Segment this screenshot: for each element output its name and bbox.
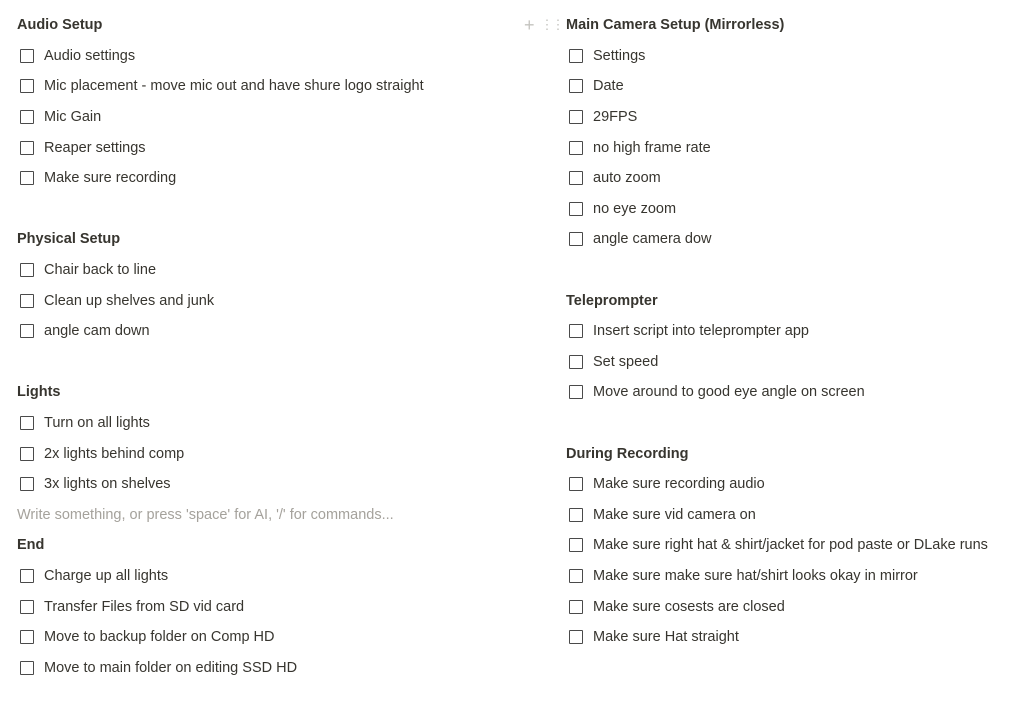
todo-label: Mic Gain [44, 109, 102, 126]
checkbox-unchecked[interactable] [569, 569, 583, 583]
checkbox-unchecked[interactable] [20, 49, 34, 63]
checkbox-unchecked[interactable] [569, 171, 583, 185]
todo-item[interactable] [566, 469, 1024, 500]
todo-label: 2x lights behind comp [44, 445, 185, 462]
checkbox-unchecked[interactable] [569, 232, 583, 246]
todo-label: auto zoom [593, 170, 661, 187]
todo-label: Make sure recording audio [593, 476, 765, 493]
checkbox-unchecked[interactable] [569, 385, 583, 399]
todo-item[interactable] [17, 469, 487, 500]
todo-label: angle camera dow [593, 231, 712, 248]
todo-item[interactable] [17, 438, 487, 469]
todo-label: Date [593, 78, 624, 95]
section-heading[interactable] [17, 10, 487, 41]
todo-item[interactable] [566, 347, 1024, 378]
todo-item[interactable] [17, 163, 487, 194]
todo-item[interactable] [17, 316, 487, 347]
todo-label: Make sure Hat straight [593, 629, 739, 646]
checkbox-unchecked[interactable] [569, 600, 583, 614]
todo-item[interactable] [17, 591, 487, 622]
todo-item[interactable] [566, 132, 1024, 163]
todo-label: Make sure cosests are closed [593, 598, 785, 615]
checkbox-unchecked[interactable] [20, 477, 34, 491]
todo-item[interactable] [566, 194, 1024, 225]
block-handles [524, 16, 563, 34]
checkbox-unchecked[interactable] [20, 110, 34, 124]
todo-item[interactable] [566, 316, 1024, 347]
todo-item[interactable] [17, 41, 487, 72]
checkbox-unchecked[interactable] [569, 538, 583, 552]
checkbox-unchecked[interactable] [20, 263, 34, 277]
drag-handle-icon[interactable]: ⋮⋮ [540, 17, 563, 32]
checkbox-unchecked[interactable] [20, 324, 34, 338]
checkbox-unchecked[interactable] [20, 294, 34, 308]
todo-label: Make sure recording [44, 170, 177, 187]
checkbox-unchecked[interactable] [569, 79, 583, 93]
todo-item[interactable] [566, 622, 1024, 653]
spacer [17, 347, 487, 378]
section-heading[interactable] [17, 530, 487, 561]
spacer [566, 408, 1024, 439]
checkbox-unchecked[interactable] [20, 416, 34, 430]
checkbox-unchecked[interactable] [20, 141, 34, 155]
todo-label: Move to backup folder on Comp HD [44, 629, 275, 646]
checkbox-unchecked[interactable] [20, 600, 34, 614]
todo-label: Make sure make sure hat/shirt looks okay in mirror [593, 567, 918, 584]
todo-label: Insert script into teleprompter app [593, 323, 809, 340]
todo-item[interactable] [566, 530, 1024, 561]
checkbox-unchecked[interactable] [569, 202, 583, 216]
todo-label: Clean up shelves and junk [44, 292, 215, 309]
checkbox-unchecked[interactable] [20, 171, 34, 185]
todo-label: Mic placement - move mic out and have shure logo straight [44, 78, 424, 95]
todo-item[interactable] [566, 224, 1024, 255]
section-title: Main Camera Setup (Mirrorless) [566, 17, 785, 34]
section-heading[interactable] [17, 224, 487, 255]
todo-label: Set speed [593, 353, 659, 370]
todo-label: no eye zoom [593, 200, 677, 217]
todo-item[interactable] [566, 561, 1024, 592]
checkbox-unchecked[interactable] [569, 141, 583, 155]
todo-label: Audio settings [44, 47, 136, 64]
checkbox-unchecked[interactable] [569, 630, 583, 644]
todo-item[interactable] [566, 500, 1024, 531]
todo-item[interactable] [17, 652, 487, 683]
todo-item[interactable] [566, 591, 1024, 622]
spacer [566, 255, 1024, 286]
todo-item[interactable] [17, 285, 487, 316]
section-heading[interactable] [524, 10, 1024, 41]
checkbox-unchecked[interactable] [569, 324, 583, 338]
checkbox-unchecked[interactable] [20, 661, 34, 675]
section-title: Lights [17, 384, 61, 401]
todo-item[interactable] [17, 71, 487, 102]
todo-label: Settings [593, 47, 646, 64]
todo-label: 29FPS [593, 109, 638, 126]
todo-item[interactable] [17, 408, 487, 439]
todo-label: Turn on all lights [44, 415, 150, 432]
section-title: During Recording [566, 445, 689, 462]
todo-label: Charge up all lights [44, 567, 169, 584]
todo-item[interactable] [17, 561, 487, 592]
section-title: Physical Setup [17, 231, 121, 248]
todo-label: Make sure right hat & shirt/jacket for pod paste or DLake runs [593, 537, 988, 554]
todo-label: Make sure vid camera on [593, 506, 756, 523]
checkbox-unchecked[interactable] [569, 355, 583, 369]
todo-label: Transfer Files from SD vid card [44, 598, 245, 615]
todo-label: Move to main folder on editing SSD HD [44, 659, 298, 676]
todo-label: 3x lights on shelves [44, 476, 171, 493]
checkbox-unchecked[interactable] [569, 110, 583, 124]
checkbox-unchecked[interactable] [20, 79, 34, 93]
todo-label: Reaper settings [44, 139, 146, 156]
todo-item[interactable] [566, 41, 1024, 72]
right-column [524, 10, 1024, 652]
todo-label: Move around to good eye angle on screen [593, 384, 865, 401]
todo-item[interactable] [17, 255, 487, 286]
todo-item[interactable] [17, 102, 487, 133]
section-title: End [17, 537, 45, 554]
checkbox-unchecked[interactable] [20, 447, 34, 461]
section-heading[interactable] [566, 438, 1024, 469]
todo-label: Chair back to line [44, 262, 157, 279]
section-heading[interactable] [17, 377, 487, 408]
todo-item[interactable] [566, 163, 1024, 194]
empty-block-placeholder[interactable]: Write something, or press 'space' for AI, '/' for commands... [17, 506, 394, 523]
checkbox-unchecked[interactable] [569, 508, 583, 522]
checkbox-unchecked[interactable] [569, 49, 583, 63]
checkbox-unchecked[interactable] [569, 477, 583, 491]
checkbox-unchecked[interactable] [20, 569, 34, 583]
todo-label: no high frame rate [593, 139, 711, 156]
plus-icon[interactable]: + [524, 15, 535, 35]
todo-item[interactable] [17, 622, 487, 653]
section-title: Audio Setup [17, 17, 103, 34]
section-title: Teleprompter [566, 292, 658, 309]
spacer [17, 194, 487, 225]
left-column [17, 10, 487, 683]
todo-label: angle cam down [44, 323, 150, 340]
todo-item[interactable] [566, 377, 1024, 408]
todo-item[interactable] [566, 102, 1024, 133]
checkbox-unchecked[interactable] [20, 630, 34, 644]
todo-item[interactable] [566, 71, 1024, 102]
section-heading[interactable] [566, 285, 1024, 316]
todo-item[interactable] [17, 132, 487, 163]
